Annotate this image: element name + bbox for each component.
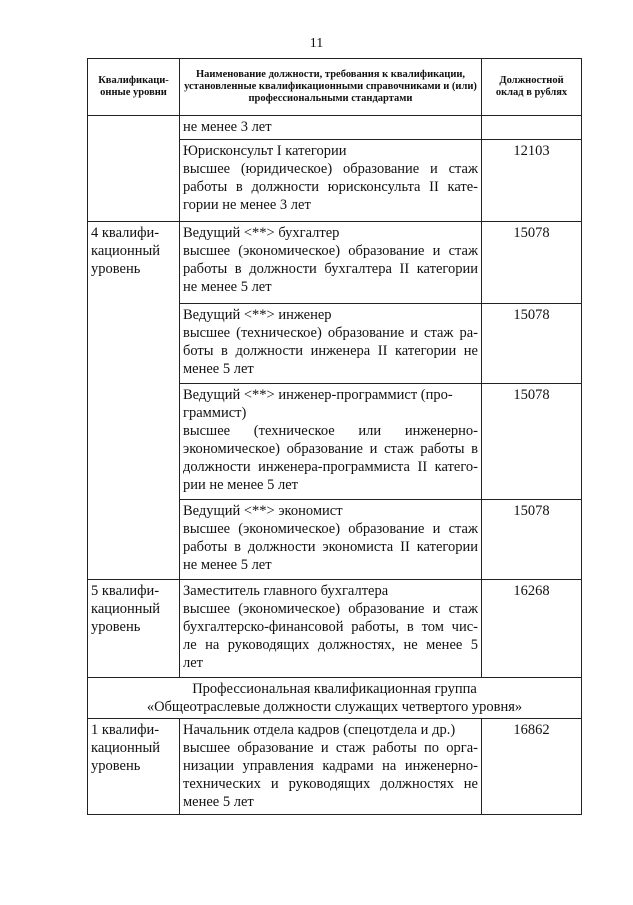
header-salary: Должностной оклад в рублях [482,59,582,116]
position-title: Ведущий <**> инженер-программист (про- [183,387,453,403]
requirement-line: бухгалтерско-финансовой работы, в том чис- [183,619,478,635]
requirement-line: гории не менее 3 лет [183,197,311,213]
requirement-line: боты в должности инженера II категории не [183,343,478,359]
page-number: 11 [309,36,324,51]
table-row [88,580,582,678]
level-cell [88,116,180,222]
requirement-line: высшее (юридическое) образование и стаж [183,161,478,177]
table-row [88,116,582,140]
requirement-line: граммист) [183,405,247,421]
requirement-line: работы в должности бухгалтера II категории [183,261,478,277]
requirement-line: лет [183,655,204,671]
position-title: Ведущий <**> экономист [183,503,343,519]
position-title: Ведущий <**> инженер [183,307,332,323]
header-position: Наименование должности, требования к квалификации, установленные квалификационными справочниками и (или) профессиональными стандартами [180,59,482,116]
requirement-line: экономическое) образование и стаж работы в [183,441,478,457]
table-body-fourth-level [88,719,582,815]
salary-cell: 16268 [482,580,582,678]
table-body-third-level [88,116,582,678]
position-cell [180,500,482,580]
group-header-row [88,678,582,719]
requirement-line: технических и руководящих должностях не [183,776,478,792]
requirement-line: работы в должности юрисконсульта II кате- [183,179,478,195]
requirement-line: ле на руководящих должностях, не менее 5 [183,637,478,653]
position-title: Начальник отдела кадров (спецотдела и др.) [183,722,456,738]
table-row [88,222,582,304]
level-cell: 5 квалифи-кационный уровень [88,580,180,678]
group-title [88,678,582,719]
position-cell [180,719,482,815]
position-title: не менее 3 лет [183,119,272,135]
salary-cell: 16862 [482,719,582,815]
requirement-line: не менее 5 лет [183,279,272,295]
salary-cell: 15078 [482,500,582,580]
requirement-line: менее 5 лет [183,794,254,810]
level-cell: 4 квалифи-кационный уровень [88,222,180,580]
group-title-line-1: Профессиональная квалификационная группа [192,681,477,697]
salary-cell: 15078 [482,304,582,384]
requirement-line: высшее (экономическое) образование и стаж [183,601,478,617]
salary-cell: 15078 [482,384,582,500]
requirement-line: высшее (экономическое) образование и стаж [183,521,478,537]
position-title: Заместитель главного бухгалтера [183,583,389,599]
table-group-section [88,678,582,719]
position-cell [180,222,482,304]
requirement-line: рии не менее 5 лет [183,477,298,493]
position-cell [180,116,482,140]
table-row [88,719,582,815]
salary-table [87,58,582,815]
requirement-line: высшее (экономическое) образование и стаж [183,243,478,259]
requirement-line: должности инженера-программиста II катего- [183,459,478,475]
position-cell [180,384,482,500]
requirement-line: высшее (техническое) образование и стаж ра- [183,325,478,341]
position-cell [180,140,482,222]
salary-cell: 12103 [482,140,582,222]
requirement-line: высшее (техническое или инженерно- [183,423,478,439]
requirement-line: работы в должности экономиста II категории [183,539,478,555]
requirement-line: менее 5 лет [183,361,254,377]
salary-cell [482,116,582,140]
requirement-line: низации управления кадрами на инженерно- [183,758,478,774]
table-header-row [88,59,582,116]
requirement-line: не менее 5 лет [183,557,272,573]
position-title: Юрисконсульт I категории [183,143,347,159]
group-title-line-2: «Общеотраслевые должности служащих четвертого уровня» [146,699,523,715]
position-cell [180,304,482,384]
position-title: Ведущий <**> бухгалтер [183,225,340,241]
level-cell: 1 квалифи-кационный уровень [88,719,180,815]
requirement-line: высшее образование и стаж работы по орга- [183,740,478,756]
salary-cell: 15078 [482,222,582,304]
header-level: Квалификаци-онные уровни [88,59,180,116]
position-cell [180,580,482,678]
